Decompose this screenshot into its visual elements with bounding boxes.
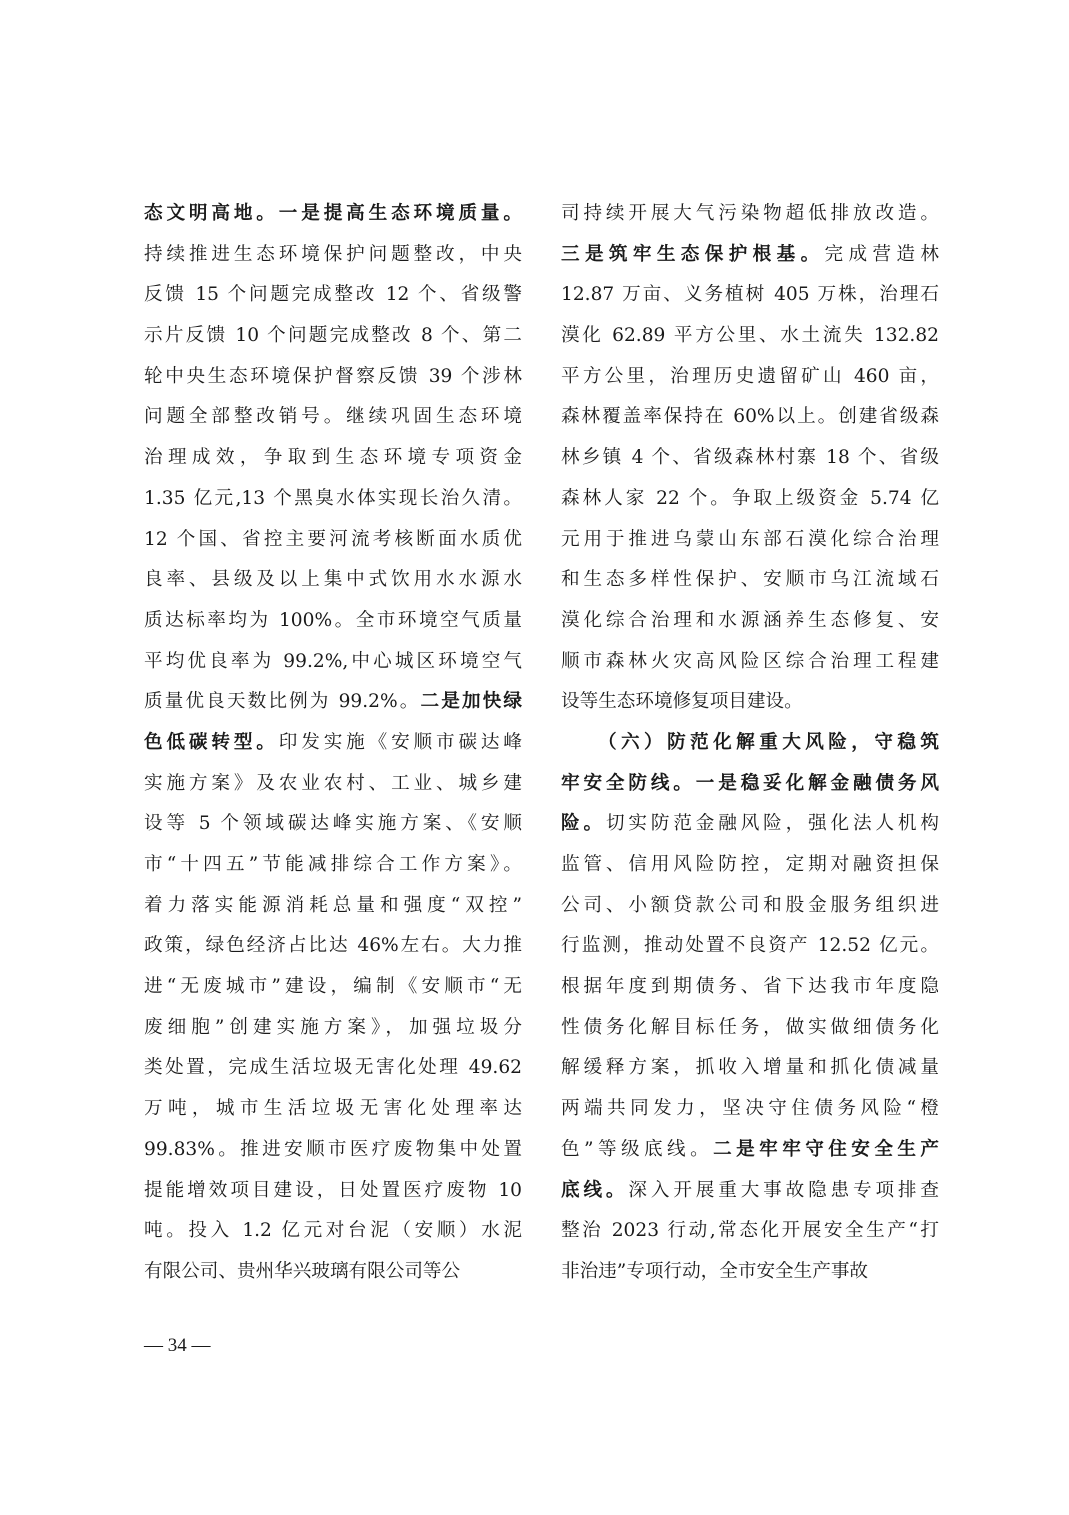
bold-text-segment: 态文明高地。一是提高生态环境质量。 bbox=[144, 203, 522, 224]
left-column bbox=[144, 194, 522, 1293]
text-line bbox=[144, 845, 522, 886]
text-segment: 市“十四五”节能减排综合工作方案》。 bbox=[144, 854, 522, 875]
text-line bbox=[144, 926, 522, 967]
text-line bbox=[144, 235, 522, 276]
text-segment: 政策，绿色经济占比达 46%左右。大力推 bbox=[144, 935, 522, 957]
text-line bbox=[561, 275, 939, 316]
text-segment: 吨。投入 1.2 亿元对台泥（安顺）水泥 bbox=[144, 1220, 522, 1242]
text-segment: 有限公司、贵州华兴玻璃有限公司等公 bbox=[144, 1260, 461, 1282]
text-line bbox=[561, 520, 939, 561]
text-line bbox=[144, 886, 522, 927]
text-line bbox=[561, 804, 939, 845]
text-segment: 持续推进生态环境保护问题整改，中央 bbox=[144, 243, 522, 265]
text-line bbox=[561, 642, 939, 683]
text-line bbox=[561, 1089, 939, 1130]
text-segment: 司持续开展大气污染物超低排放改造。 bbox=[561, 203, 939, 224]
text-segment: 深入开展重大事故隐患专项排查 bbox=[628, 1179, 939, 1201]
text-line bbox=[144, 764, 522, 805]
text-segment: 漠化综合治理和水源涵养生态修复、安 bbox=[561, 609, 939, 631]
text-line bbox=[561, 479, 939, 520]
bold-text-segment: 二是加快绿 bbox=[420, 691, 522, 713]
bold-text-segment: 底线。 bbox=[561, 1179, 629, 1201]
text-segment: 提能增效项目建设，日处置医疗废物 10 bbox=[144, 1179, 522, 1201]
text-line bbox=[561, 1171, 939, 1212]
text-segment: 印发实施《安顺市碳达峰 bbox=[278, 731, 522, 753]
text-segment: 行监测，推动处置不良资产 12.52 亿元。 bbox=[561, 935, 939, 957]
text-line bbox=[561, 1048, 939, 1089]
text-segment: 着力落实能源消耗总量和强度“双控” bbox=[144, 894, 522, 916]
text-segment: 森林覆盖率保持在 60%以上。创建省级森 bbox=[561, 406, 939, 428]
text-line bbox=[561, 235, 939, 276]
text-line bbox=[561, 194, 939, 235]
text-segment: 森林人家 22 个。争取上级资金 5.74 亿 bbox=[561, 487, 939, 509]
text-segment: 整治 2023 行动,常态化开展安全生产“打 bbox=[561, 1220, 939, 1242]
text-segment: 两端共同发力，坚决守住债务风险“橙 bbox=[561, 1098, 939, 1120]
text-segment: 顺市森林火灾高风险区综合治理工程建 bbox=[561, 650, 939, 672]
text-line bbox=[561, 682, 939, 723]
text-line bbox=[144, 560, 522, 601]
text-line bbox=[561, 845, 939, 886]
text-line bbox=[144, 1089, 522, 1130]
text-line bbox=[144, 1130, 522, 1171]
bold-text-segment: 三是筑牢生态保护根基。 bbox=[561, 243, 825, 265]
text-line bbox=[144, 642, 522, 683]
text-segment: 类处置，完成生活垃圾无害化处理 49.62 bbox=[144, 1057, 522, 1079]
text-segment: 元用于推进乌蒙山东部石漠化综合治理 bbox=[561, 528, 939, 550]
text-line bbox=[561, 1211, 939, 1252]
text-line bbox=[561, 1130, 939, 1171]
text-segment: 废细胞”创建实施方案》，加强垃圾分 bbox=[144, 1016, 522, 1038]
text-segment: 和生态多样性保护、安顺市乌江流域石 bbox=[561, 569, 939, 591]
text-line bbox=[561, 764, 939, 805]
bold-text-segment: 牢安全防线。一是稳妥化解金融债务风 bbox=[561, 772, 939, 794]
text-line bbox=[144, 194, 522, 235]
text-line bbox=[144, 520, 522, 561]
text-segment: 进“无废城市”建设，编制《安顺市“无 bbox=[144, 976, 522, 998]
text-segment: 解缓释方案，抓收入增量和抓化债减量 bbox=[561, 1057, 939, 1079]
text-line bbox=[144, 967, 522, 1008]
text-line bbox=[561, 560, 939, 601]
text-segment: 平方公里，治理历史遗留矿山 460 亩， bbox=[561, 365, 939, 387]
bold-text-segment: 险。 bbox=[561, 813, 606, 835]
text-segment: 监管、信用风险防控，定期对融资担保 bbox=[561, 854, 939, 875]
text-line bbox=[561, 967, 939, 1008]
text-segment: 公司、小额贷款公司和股金服务组织进 bbox=[561, 894, 939, 916]
text-segment: 12 个国、省控主要河流考核断面水质优 bbox=[144, 528, 522, 550]
text-line bbox=[561, 1008, 939, 1049]
text-segment: 切实防范金融风险，强化法人机构 bbox=[605, 813, 939, 835]
bold-text-segment: 二是牢牢守住安全生产 bbox=[713, 1138, 939, 1160]
text-line bbox=[144, 397, 522, 438]
text-line bbox=[144, 438, 522, 479]
text-segment: 99.83%。推进安顺市医疗废物集中处置 bbox=[144, 1138, 522, 1160]
text-segment: 性债务化解目标任务，做实做细债务化 bbox=[561, 1016, 939, 1038]
bold-text-segment: （六）防范化解重大风险，守稳筑 bbox=[598, 731, 939, 753]
text-line bbox=[144, 479, 522, 520]
text-segment: 反馈 15 个问题完成整改 12 个、省级警 bbox=[144, 284, 522, 306]
text-segment: 万吨，城市生活垃圾无害化处理率达 bbox=[144, 1098, 522, 1120]
text-line bbox=[144, 601, 522, 642]
text-line bbox=[561, 886, 939, 927]
text-line bbox=[144, 1171, 522, 1212]
text-line bbox=[144, 1008, 522, 1049]
text-line bbox=[144, 723, 522, 764]
text-segment: 色”等级底线。 bbox=[561, 1138, 714, 1160]
text-line bbox=[144, 1211, 522, 1252]
text-segment: 良率、县级及以上集中式饮用水水源水 bbox=[144, 569, 522, 591]
text-segment: 轮中央生态环境保护督察反馈 39 个涉林 bbox=[144, 365, 522, 387]
text-line bbox=[144, 804, 522, 845]
text-segment: 质量优良天数比例为 99.2%。 bbox=[144, 691, 421, 713]
text-segment: 设等 5 个领域碳达峰实施方案、《安顺 bbox=[144, 813, 522, 835]
text-segment: 实施方案》及农业农村、工业、城乡建 bbox=[144, 772, 522, 794]
text-line bbox=[561, 601, 939, 642]
page-number: — 34 — bbox=[144, 1335, 211, 1356]
text-line bbox=[561, 316, 939, 357]
text-line bbox=[561, 438, 939, 479]
text-line bbox=[561, 397, 939, 438]
text-segment: 治理成效，争取到生态环境专项资金 bbox=[144, 447, 522, 469]
text-line bbox=[144, 316, 522, 357]
text-segment: 问题全部整改销号。继续巩固生态环境 bbox=[144, 406, 522, 428]
text-segment: 示片反馈 10 个问题完成整改 8 个、第二 bbox=[144, 325, 522, 347]
text-line bbox=[561, 926, 939, 967]
text-segment: 12.87 万亩、义务植树 405 万株，治理石 bbox=[561, 284, 939, 306]
text-line bbox=[144, 275, 522, 316]
text-line bbox=[144, 1048, 522, 1089]
text-segment: 设等生态环境修复项目建设。 bbox=[561, 691, 803, 713]
text-line bbox=[561, 357, 939, 398]
right-column bbox=[561, 194, 939, 1293]
text-segment: 林乡镇 4 个、省级森林村寨 18 个、省级 bbox=[561, 447, 939, 469]
text-line bbox=[561, 1252, 939, 1293]
text-segment: 非治违”专项行动，全市安全生产事故 bbox=[561, 1260, 869, 1282]
text-line bbox=[144, 682, 522, 723]
bold-text-segment: 色低碳转型。 bbox=[144, 731, 279, 753]
text-segment: 质达标率均为 100%。全市环境空气质量 bbox=[144, 609, 522, 631]
text-line bbox=[144, 357, 522, 398]
text-segment: 1.35 亿元,13 个黑臭水体实现长治久清。 bbox=[144, 487, 522, 509]
text-segment: 漠化 62.89 平方公里、水土流失 132.82 bbox=[561, 325, 939, 347]
text-segment: 根据年度到期债务、省下达我市年度隐 bbox=[561, 976, 939, 998]
text-line bbox=[144, 1252, 522, 1293]
text-segment: 完成营造林 bbox=[824, 243, 939, 265]
text-line bbox=[561, 723, 939, 764]
text-segment: 平均优良率为 99.2%,中心城区环境空气 bbox=[144, 650, 522, 672]
